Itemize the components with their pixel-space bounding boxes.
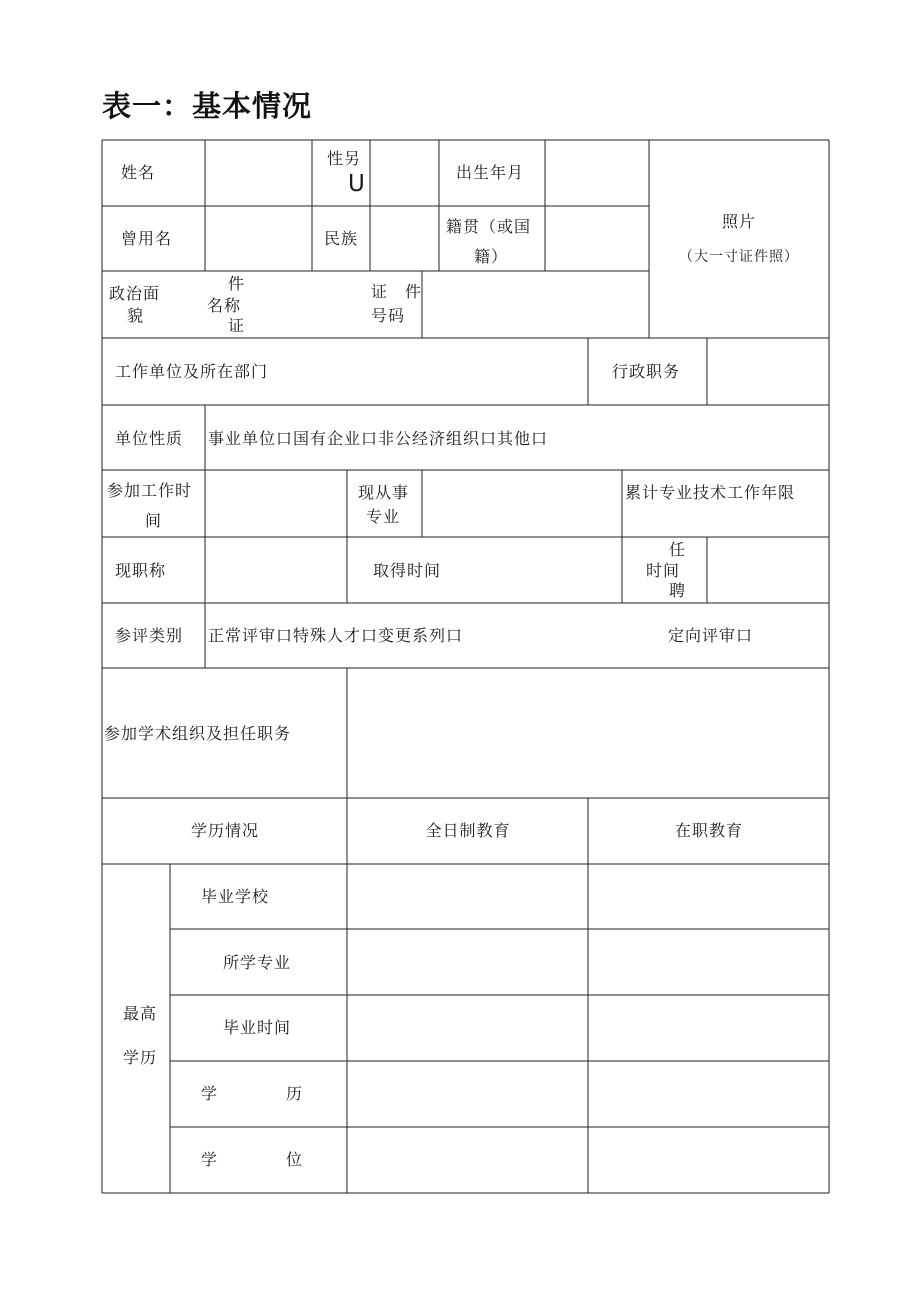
label-degree-edu: 学 历 <box>201 1084 304 1103</box>
label-cert-name-1: 件 <box>228 274 246 293</box>
label-edu-status: 学历情况 <box>190 821 260 840</box>
label-cert-no-2: 号码 <box>371 306 406 325</box>
label-gender-mark: U <box>348 171 366 197</box>
label-degree: 学 位 <box>201 1150 304 1169</box>
label-work-unit: 工作单位及所在部门 <box>115 362 269 381</box>
label-highest-2: 学历 <box>123 1048 158 1067</box>
label-native-place-2: 籍） <box>474 247 509 266</box>
label-obtain-time: 取得时间 <box>373 561 442 580</box>
label-former-name: 曾用名 <box>121 229 173 248</box>
label-current-major: 现从事 <box>358 483 410 502</box>
label-ethnicity: 民族 <box>324 229 359 248</box>
label-work-start-2: 间 <box>145 511 163 530</box>
label-grad-time: 毕业时间 <box>223 1018 292 1037</box>
eval-directed: 定向评审口 <box>668 626 754 645</box>
page-title: 表一：基本情况 <box>102 89 313 123</box>
label-appoint-1: 任 <box>669 540 687 559</box>
label-highest: 最高 <box>123 1004 158 1023</box>
label-title-now: 现职称 <box>115 561 167 580</box>
label-photo: 照片 <box>721 212 757 231</box>
label-fulltime: 全日制教育 <box>425 821 511 840</box>
label-political: 政治面 <box>109 284 161 303</box>
label-name: 姓名 <box>121 163 156 182</box>
unit-nature-options: 事业单位口国有企业口非公经济组织口其他口 <box>208 429 549 448</box>
label-cert-name-2: 名称 <box>207 296 242 315</box>
label-photo-note: （大一寸证件照） <box>679 249 799 265</box>
label-admin-post: 行政职务 <box>612 362 681 381</box>
label-appoint-2: 时间 <box>646 561 681 580</box>
label-native-place: 籍贯（或国 <box>446 217 532 236</box>
label-current-major-2: 专业 <box>366 507 401 526</box>
eval-options: 正常评审口特殊人才口变更系列口 <box>208 626 464 645</box>
label-academic: 参加学术组织及担任职务 <box>104 724 292 743</box>
label-work-start: 参加工作时 <box>107 481 193 500</box>
label-school: 毕业学校 <box>201 887 270 906</box>
label-cert-no: 证 件 <box>371 282 423 301</box>
label-major: 所学专业 <box>223 953 292 972</box>
label-birth: 出生年月 <box>456 163 525 182</box>
label-inservice: 在职教育 <box>674 821 744 840</box>
label-gender: 性另 <box>327 149 362 168</box>
label-political-2: 貌 <box>127 306 145 325</box>
label-unit-nature: 单位性质 <box>115 429 184 448</box>
label-appoint-3: 聘 <box>669 581 687 600</box>
label-cert-name-3: 证 <box>228 316 246 335</box>
label-years: 累计专业技术工作年限 <box>625 483 796 502</box>
label-eval-type: 参评类别 <box>115 626 184 645</box>
